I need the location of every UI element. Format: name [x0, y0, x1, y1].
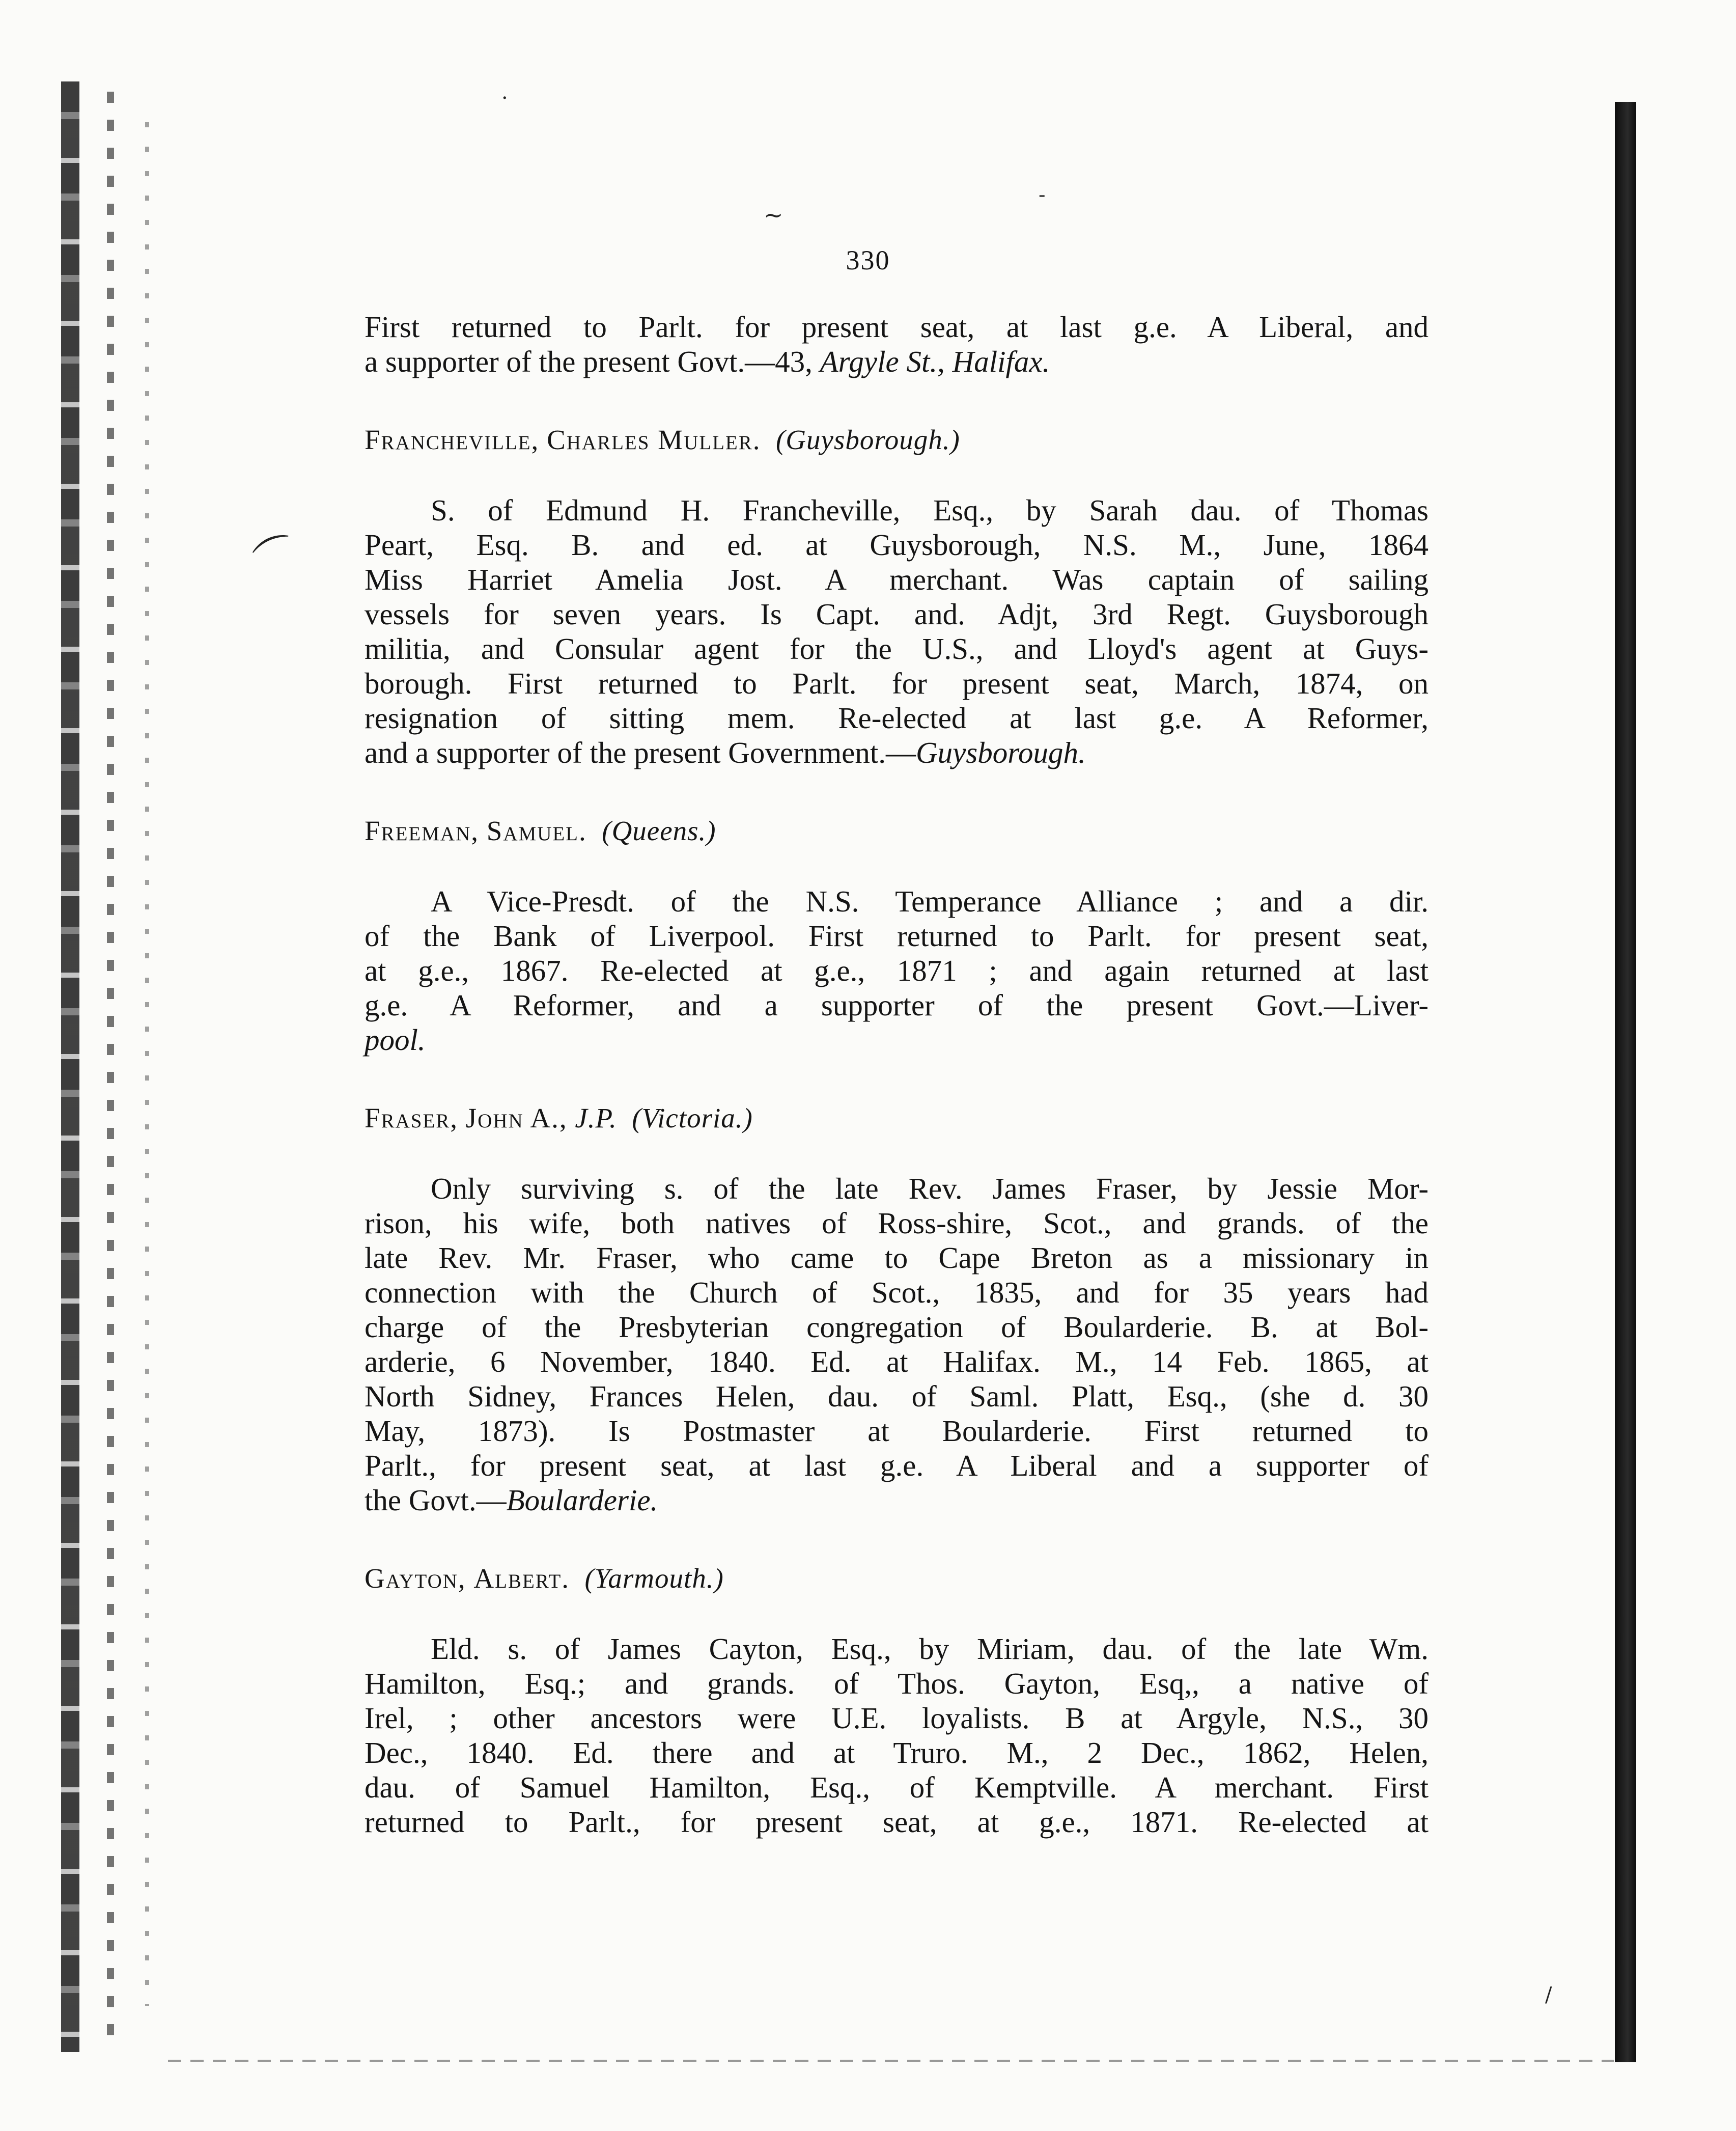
entry-surname: Francheville,: [365, 424, 540, 455]
intro-paragraph: [365, 310, 1429, 379]
page-number: 330: [846, 245, 890, 275]
entry-given-name: John A.,: [465, 1102, 568, 1133]
entry-constituency: (Guysborough.): [775, 424, 960, 455]
text-line: Hamilton, Esq.; and grands. of Thos. Gayton, Esq,, a native of: [365, 1667, 1429, 1700]
entry-heading: [365, 814, 1429, 848]
scan-edge-left-speckle: [107, 92, 114, 2052]
scan-speck: ·: [501, 87, 508, 110]
entry-constituency: (Victoria.): [632, 1102, 753, 1133]
scan-speck: ~: [764, 201, 783, 229]
entry-title: J.P.: [575, 1102, 617, 1133]
text-line: First returned to Parlt. for present seat, at last g.e. A Liberal, and: [365, 310, 1429, 344]
biography-entry: [365, 1101, 1429, 1517]
entry-given-name: Charles Muller.: [547, 424, 761, 455]
text-line: vessels for seven years. Is Capt. and. Adjt, 3rd Regt. Guysborough: [365, 597, 1429, 631]
text-line: the Govt.—Boularderie.: [365, 1483, 658, 1517]
entry-constituency: (Queens.): [602, 815, 716, 846]
text-line: North Sidney, Frances Helen, dau. of Saml. Platt, Esq., (she d. 30: [365, 1379, 1429, 1413]
text-line: Peart, Esq. B. and ed. at Guysborough, N.S. M., June, 1864: [365, 528, 1429, 562]
scan-edge-bottom: [168, 2060, 1614, 2062]
entry-heading: [365, 1101, 1429, 1136]
entry-heading: [365, 423, 1429, 457]
text-line: arderie, 6 November, 1840. Ed. at Halifax. M., 14 Feb. 1865, at: [365, 1345, 1429, 1378]
text-line: borough. First returned to Parlt. for present seat, March, 1874, on: [365, 667, 1429, 700]
text-line: returned to Parlt., for present seat, at g.e., 1871. Re-elected at: [365, 1805, 1429, 1839]
scan-edge-left: [61, 81, 79, 2052]
entry-surname: Gayton,: [365, 1563, 466, 1594]
entry-given-name: Samuel.: [486, 815, 587, 846]
entry-given-name: Albert.: [473, 1563, 570, 1594]
text-line: resignation of sitting mem. Re-elected at last g.e. A Reformer,: [365, 701, 1429, 735]
text-line: charge of the Presbyterian congregation of Boularderie. B. at Bol-: [365, 1310, 1429, 1344]
text-line: rison, his wife, both natives of Ross-shire, Scot., and grands. of the: [365, 1206, 1429, 1240]
text-line: A Vice-Presdt. of the N.S. Temperance Alliance ; and a dir.: [431, 884, 1429, 918]
entry-surname: Fraser,: [365, 1102, 459, 1133]
text-line: Dec., 1840. Ed. there and at Truro. M., 2 Dec., 1862, Helen,: [365, 1736, 1429, 1769]
entry-surname: Freeman,: [365, 815, 480, 846]
entry-residence: Boularderie.: [506, 1483, 658, 1517]
scan-speck: -: [1039, 183, 1046, 207]
text-line: Eld. s. of James Cayton, Esq., by Miriam, dau. of the late Wm.: [431, 1632, 1429, 1666]
text-line: at g.e., 1867. Re-elected at g.e., 1871 ; and again returned at last: [365, 954, 1429, 987]
text-line: Parlt., for present seat, at last g.e. A Liberal and a supporter of: [365, 1449, 1429, 1482]
text-line: Only surviving s. of the late Rev. James Fraser, by Jessie Mor-: [431, 1172, 1429, 1205]
text-line: Irel, ; other ancestors were U.E. loyalists. B at Argyle, N.S., 30: [365, 1701, 1429, 1735]
scan-edge-left-speckle-fine: [145, 122, 149, 2006]
address: Argyle St., Halifax.: [820, 345, 1050, 378]
scan-speck: /: [1545, 1983, 1552, 2007]
text-line: late Rev. Mr. Fraser, who came to Cape Breton as a missionary in: [365, 1241, 1429, 1275]
text-line: militia, and Consular agent for the U.S., and Lloyd's agent at Guys-: [365, 632, 1429, 666]
entry-heading: [365, 1561, 1429, 1596]
biography-entry: [365, 423, 1429, 770]
text-line: Miss Harriet Amelia Jost. A merchant. Was captain of sailing: [365, 563, 1429, 596]
text-line: [365, 1022, 1429, 1057]
scan-edge-right: [1615, 102, 1636, 2062]
entry-residence: Guysborough.: [915, 736, 1086, 769]
entry-constituency: (Yarmouth.): [584, 1563, 724, 1594]
biography-entry: [365, 814, 1429, 1057]
text-line: and a supporter of the present Government.—Guysborough.: [365, 736, 1086, 769]
text-line: a supporter of the present Govt.—43, Argyle St., Halifax.: [365, 345, 1050, 378]
text-line: connection with the Church of Scot., 1835, and for 35 years had: [365, 1276, 1429, 1309]
text-line: dau. of Samuel Hamilton, Esq., of Kemptville. A merchant. First: [365, 1770, 1429, 1804]
text-line: of the Bank of Liverpool. First returned to Parlt. for present seat,: [365, 919, 1429, 953]
text-line: g.e. A Reformer, and a supporter of the present Govt.—Liver-: [365, 988, 1429, 1022]
text-line: May, 1873). Is Postmaster at Boularderie. First returned to: [365, 1414, 1429, 1448]
pencil-mark-icon: ⌒: [248, 527, 305, 587]
text-line: S. of Edmund H. Francheville, Esq., by Sarah dau. of Thomas: [431, 493, 1429, 527]
document-body: [365, 310, 1429, 1839]
entry-residence: pool.: [365, 1023, 426, 1057]
biography-entry: [365, 1561, 1429, 1839]
